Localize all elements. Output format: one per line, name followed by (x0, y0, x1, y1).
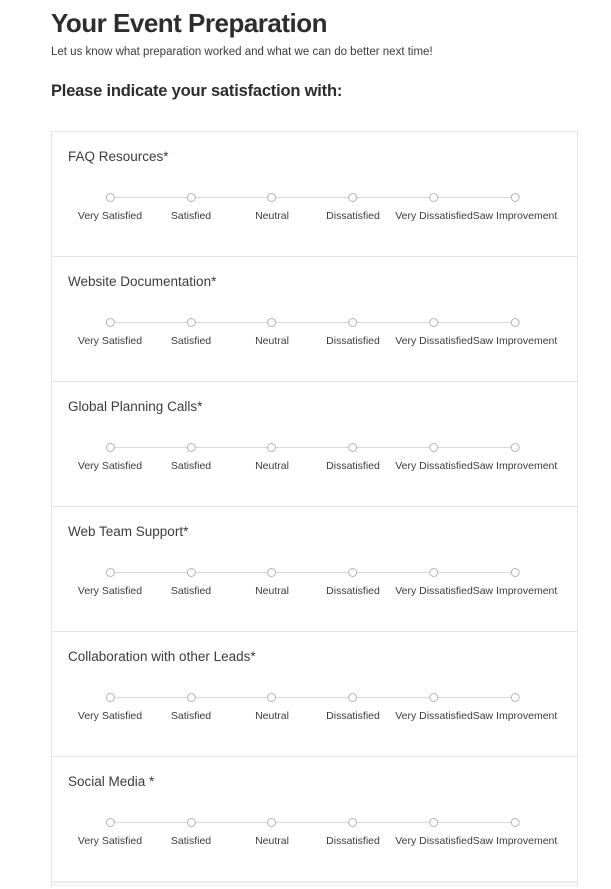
radio-circle-icon[interactable] (267, 693, 276, 702)
likert-scale (52, 757, 577, 881)
radio-circle-icon[interactable] (267, 568, 276, 577)
scale-option-label: Neutral (255, 460, 289, 473)
scale-option[interactable] (326, 193, 380, 222)
scale-option[interactable] (473, 818, 558, 847)
scale-option[interactable] (78, 568, 142, 597)
radio-circle-icon[interactable] (511, 568, 520, 577)
radio-circle-icon[interactable] (349, 443, 358, 452)
scale-option-label: Satisfied (170, 335, 212, 348)
scale-option[interactable] (171, 818, 211, 847)
questions-list (51, 131, 578, 882)
scale-option[interactable] (395, 693, 473, 722)
radio-circle-icon[interactable] (187, 693, 196, 702)
scale-option[interactable] (78, 693, 142, 722)
scale-option-label: Very Dissatisfied (395, 835, 473, 848)
scale-option[interactable] (171, 193, 211, 222)
likert-scale (52, 507, 577, 631)
next-card-sliver (51, 882, 578, 887)
radio-circle-icon[interactable] (349, 568, 358, 577)
radio-circle-icon[interactable] (105, 693, 114, 702)
scale-option[interactable] (171, 318, 211, 347)
question-card (51, 506, 578, 632)
scale-option-label: Dissatisfied (326, 710, 380, 723)
question-card (51, 131, 578, 257)
scale-option-label: Saw Improvement (472, 710, 558, 723)
scale-option-label: Satisfied (170, 710, 212, 723)
radio-circle-icon[interactable] (187, 193, 196, 202)
scale-option-label: Satisfied (170, 460, 212, 473)
radio-circle-icon[interactable] (511, 818, 520, 827)
radio-circle-icon[interactable] (511, 318, 520, 327)
scale-option[interactable] (473, 443, 558, 472)
scale-option-label: Saw Improvement (472, 460, 558, 473)
page-subtitle: Let us know what preparation worked and what we can do better next time! (51, 45, 433, 58)
scale-option[interactable] (255, 193, 289, 222)
radio-circle-icon[interactable] (187, 568, 196, 577)
scale-option-label: Dissatisfied (326, 210, 380, 223)
scale-option-label: Very Dissatisfied (395, 335, 473, 348)
likert-scale (52, 132, 577, 256)
radio-circle-icon[interactable] (105, 318, 114, 327)
scale-option-label: Neutral (255, 710, 289, 723)
question-label: Web Team Support* (68, 524, 189, 540)
question-label: Global Planning Calls* (68, 399, 203, 415)
scale-option-label: Very Satisfied (77, 460, 143, 473)
scale-option[interactable] (395, 818, 473, 847)
radio-circle-icon[interactable] (511, 193, 520, 202)
question-label: FAQ Resources* (68, 149, 169, 165)
scale-option[interactable] (326, 318, 380, 347)
scale-option[interactable] (326, 568, 380, 597)
scale-option[interactable] (255, 568, 289, 597)
scale-option-label: Very Satisfied (77, 335, 143, 348)
scale-option-label: Satisfied (170, 210, 212, 223)
radio-circle-icon[interactable] (267, 818, 276, 827)
radio-circle-icon[interactable] (349, 318, 358, 327)
scale-option-label: Saw Improvement (472, 210, 558, 223)
scale-option[interactable] (78, 193, 142, 222)
scale-option[interactable] (78, 443, 142, 472)
scale-option-label: Dissatisfied (326, 585, 380, 598)
radio-circle-icon[interactable] (430, 193, 439, 202)
scale-option-label: Saw Improvement (472, 835, 558, 848)
radio-circle-icon[interactable] (105, 443, 114, 452)
radio-circle-icon[interactable] (430, 693, 439, 702)
scale-option[interactable] (171, 443, 211, 472)
scale-option[interactable] (473, 318, 558, 347)
scale-option[interactable] (395, 443, 473, 472)
scale-option[interactable] (78, 818, 142, 847)
question-label: Website Documentation* (68, 274, 217, 290)
scale-option[interactable] (395, 193, 473, 222)
scale-option[interactable] (326, 443, 380, 472)
scale-option-label: Very Satisfied (77, 210, 143, 223)
likert-scale (52, 632, 577, 756)
scale-option-label: Very Dissatisfied (395, 460, 473, 473)
scale-option[interactable] (255, 693, 289, 722)
radio-circle-icon[interactable] (430, 318, 439, 327)
scale-option-label: Neutral (255, 835, 289, 848)
radio-circle-icon[interactable] (187, 818, 196, 827)
scale-option-label: Dissatisfied (326, 335, 380, 348)
radio-circle-icon[interactable] (430, 568, 439, 577)
radio-circle-icon[interactable] (267, 193, 276, 202)
radio-circle-icon[interactable] (430, 818, 439, 827)
scale-option[interactable] (171, 693, 211, 722)
scale-option-label: Neutral (255, 585, 289, 598)
radio-circle-icon[interactable] (187, 443, 196, 452)
scale-option-label: Satisfied (170, 835, 212, 848)
scale-option-label: Very Dissatisfied (395, 585, 473, 598)
question-card (51, 631, 578, 757)
question-label: Social Media * (68, 774, 155, 790)
page-title: Your Event Preparation (51, 8, 328, 38)
scale-option-label: Saw Improvement (472, 335, 558, 348)
scale-option-label: Very Dissatisfied (395, 710, 473, 723)
scale-option[interactable] (255, 443, 289, 472)
scale-option[interactable] (395, 568, 473, 597)
radio-circle-icon[interactable] (349, 193, 358, 202)
scale-option-label: Very Satisfied (77, 585, 143, 598)
radio-circle-icon[interactable] (105, 818, 114, 827)
section-heading: Please indicate your satisfaction with: (51, 82, 343, 101)
radio-circle-icon[interactable] (430, 443, 439, 452)
scale-option-label: Satisfied (170, 585, 212, 598)
likert-scale (52, 382, 577, 506)
scale-option[interactable] (78, 318, 142, 347)
radio-circle-icon[interactable] (349, 693, 358, 702)
question-card (51, 381, 578, 507)
scale-option[interactable] (255, 818, 289, 847)
scale-option-label: Neutral (255, 335, 289, 348)
scale-option-label: Very Dissatisfied (395, 210, 473, 223)
question-label: Collaboration with other Leads* (68, 649, 256, 665)
scale-option-label: Saw Improvement (472, 585, 558, 598)
radio-circle-icon[interactable] (105, 568, 114, 577)
scale-option[interactable] (473, 693, 558, 722)
radio-circle-icon[interactable] (267, 443, 276, 452)
likert-scale (52, 257, 577, 381)
question-card (51, 756, 578, 882)
question-card (51, 256, 578, 382)
scale-option-label: Dissatisfied (326, 835, 380, 848)
scale-option[interactable] (473, 568, 558, 597)
radio-circle-icon[interactable] (267, 318, 276, 327)
scale-option[interactable] (326, 818, 380, 847)
radio-circle-icon[interactable] (187, 318, 196, 327)
scale-option[interactable] (326, 693, 380, 722)
scale-option[interactable] (171, 568, 211, 597)
scale-option[interactable] (255, 318, 289, 347)
scale-option[interactable] (395, 318, 473, 347)
radio-circle-icon[interactable] (511, 693, 520, 702)
scale-option-label: Very Satisfied (77, 710, 143, 723)
scale-option-label: Neutral (255, 210, 289, 223)
scale-option[interactable] (473, 193, 558, 222)
radio-circle-icon[interactable] (511, 443, 520, 452)
scale-option-label: Very Satisfied (77, 835, 143, 848)
radio-circle-icon[interactable] (105, 193, 114, 202)
scale-option-label: Dissatisfied (326, 460, 380, 473)
radio-circle-icon[interactable] (349, 818, 358, 827)
